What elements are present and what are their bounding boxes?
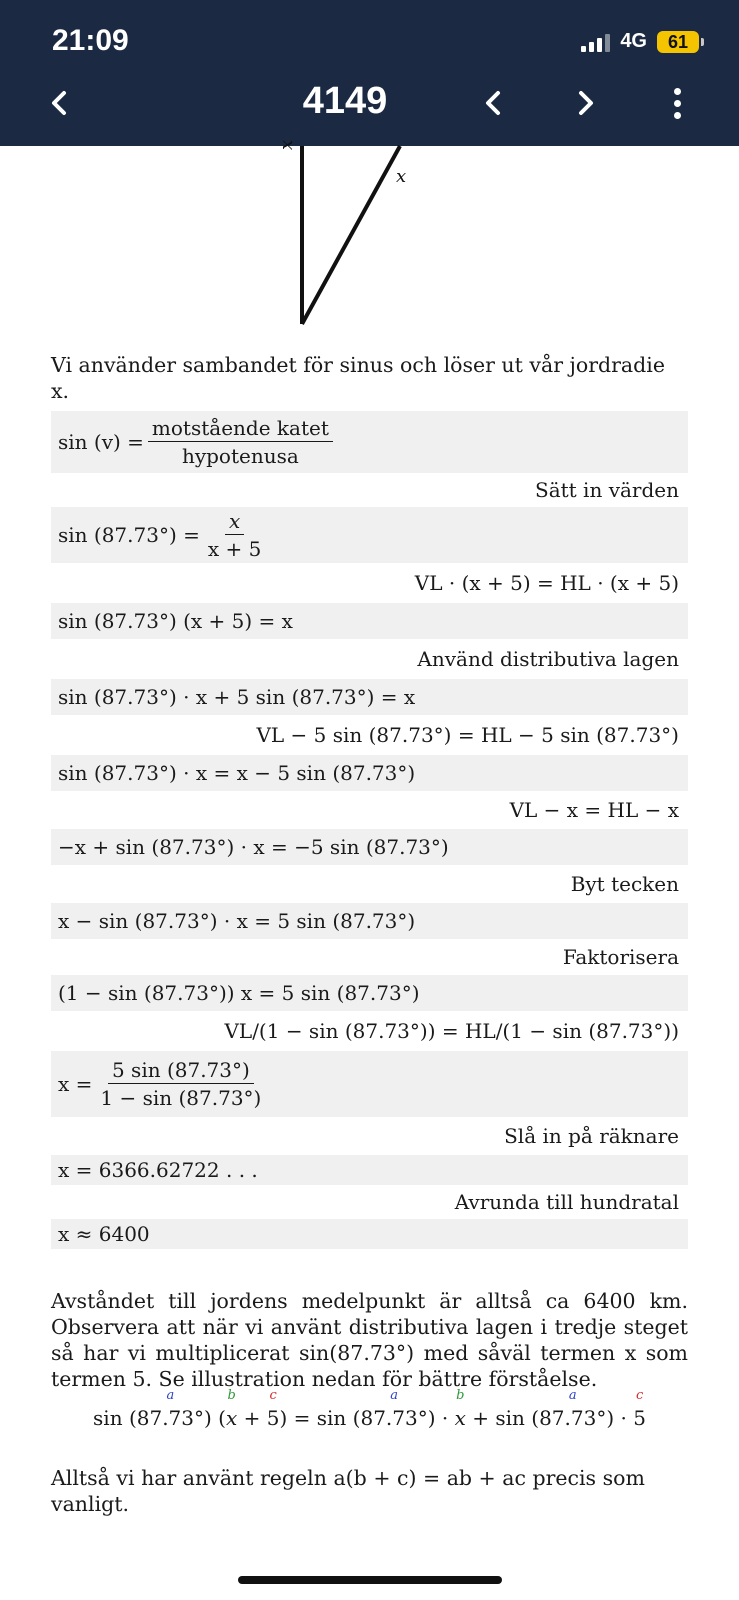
fraction-denominator: hypotenusa xyxy=(181,444,299,468)
signal-icon xyxy=(581,32,610,52)
conclusion-text: Alltså vi har använt regeln a(b + c) = ab + ac precis som vanligt. xyxy=(51,1466,645,1516)
step-note: VL − 5 sin (87.73°) = HL − 5 sin (87.73°) xyxy=(256,723,679,747)
expr-part: sin ( xyxy=(93,1406,137,1430)
term-c xyxy=(266,1388,280,1430)
step-row: sin (87.73°) · x = x − 5 sin (87.73°) xyxy=(51,755,688,791)
step-note: VL − x = HL − x xyxy=(509,798,679,822)
step-row: sin (87.73°) (x + 5) = x xyxy=(51,603,688,639)
fraction xyxy=(96,1058,265,1110)
expr-part: ) · xyxy=(427,1406,455,1430)
expr-part: ) · xyxy=(606,1406,634,1430)
step-note: Avrunda till hundratal xyxy=(454,1190,679,1214)
home-indicator[interactable] xyxy=(238,1576,502,1584)
fraction-numerator: motstående katet xyxy=(148,416,333,442)
expr-part: ) = sin ( xyxy=(279,1406,361,1430)
network-type: 4G xyxy=(620,30,647,52)
summary-text: Avståndet till jordens medelpunkt är alltså ca 6400 km. Observera att när vi använt distributiva lagen i tredje steget så har vi multiplicerat sin(87.73°) med såväl termen x som termen 5. Se illustration nedan för bättre förståelse. xyxy=(51,1289,688,1391)
step-note: Använd distributiva lagen xyxy=(417,647,679,671)
figure-label-left: x xyxy=(276,139,297,150)
term-b-value: x xyxy=(225,1406,238,1430)
triangle-figure xyxy=(270,139,430,336)
page-title: 4149 xyxy=(302,80,388,122)
term-b xyxy=(225,1388,238,1430)
fraction-numerator: 5 sin (87.73°) xyxy=(108,1058,254,1084)
step-note: VL/(1 − sin (87.73°)) = HL/(1 − sin (87.73°)) xyxy=(224,1019,679,1043)
fraction xyxy=(204,509,265,561)
term-c xyxy=(633,1388,646,1430)
label-b: b xyxy=(456,1388,465,1403)
next-icon[interactable] xyxy=(568,86,602,120)
label-a: a xyxy=(166,1388,175,1403)
figure-label-right: x xyxy=(396,166,407,187)
previous-icon[interactable] xyxy=(478,86,512,120)
label-b: b xyxy=(227,1388,236,1403)
fraction-numerator: x xyxy=(225,509,244,535)
term-a xyxy=(539,1388,607,1430)
step-note: Slå in på räknare xyxy=(504,1124,679,1148)
label-a: a xyxy=(390,1388,398,1403)
app-header xyxy=(0,0,739,146)
term-c-value: 5 xyxy=(266,1406,280,1430)
step-row xyxy=(51,411,688,473)
step-row: x = 6366.62722 . . . xyxy=(51,1155,688,1185)
more-options-icon[interactable] xyxy=(668,88,686,122)
step-row: x ≈ 6400 xyxy=(51,1219,688,1249)
step-note: Byt tecken xyxy=(570,872,679,896)
term-b xyxy=(454,1388,466,1430)
term-c-value: 5 xyxy=(633,1406,646,1430)
step-row: −x + sin (87.73°) · x = −5 sin (87.73°) xyxy=(51,829,688,865)
label-c: c xyxy=(635,1388,644,1403)
step-expression: sin (v) = xyxy=(58,430,144,454)
step-note: Sätt in värden xyxy=(535,478,679,502)
term-a xyxy=(136,1388,205,1430)
solution-steps xyxy=(51,411,688,1249)
step-row: sin (87.73°) · x + 5 sin (87.73°) = x xyxy=(51,679,688,715)
term-a-value: 87.73° xyxy=(136,1406,205,1430)
term-a-value: 87.73° xyxy=(360,1406,428,1430)
step-row xyxy=(51,507,688,563)
label-c: c xyxy=(269,1388,277,1403)
fraction-denominator: 1 − sin (87.73°) xyxy=(100,1086,262,1110)
expr-part: + sin ( xyxy=(465,1406,540,1430)
expr-part: ) ( xyxy=(204,1406,226,1430)
step-row: x − sin (87.73°) · x = 5 sin (87.73°) xyxy=(51,903,688,939)
battery-icon: 61 xyxy=(657,31,699,53)
intro-text: Vi använder sambandet för sinus och löser ut vår jordradie x. xyxy=(51,353,665,403)
term-a xyxy=(360,1388,428,1430)
step-note: Faktorisera xyxy=(562,945,679,969)
distributive-illustration xyxy=(51,1388,688,1430)
status-icons xyxy=(581,30,699,53)
step-row: (1 − sin (87.73°)) x = 5 sin (87.73°) xyxy=(51,975,688,1011)
step-expression: x = xyxy=(58,1072,93,1096)
step-note: VL · (x + 5) = HL · (x + 5) xyxy=(414,571,679,595)
label-a: a xyxy=(568,1388,577,1403)
expr-part: + xyxy=(237,1406,267,1430)
fraction-denominator: x + 5 xyxy=(207,537,262,561)
fraction xyxy=(148,416,333,468)
term-b-value: x xyxy=(454,1406,466,1430)
status-time: 21:09 xyxy=(52,24,129,57)
step-row xyxy=(51,1051,688,1117)
term-a-value: 87.73° xyxy=(539,1406,607,1430)
step-expression: sin (87.73°) = xyxy=(58,523,200,547)
